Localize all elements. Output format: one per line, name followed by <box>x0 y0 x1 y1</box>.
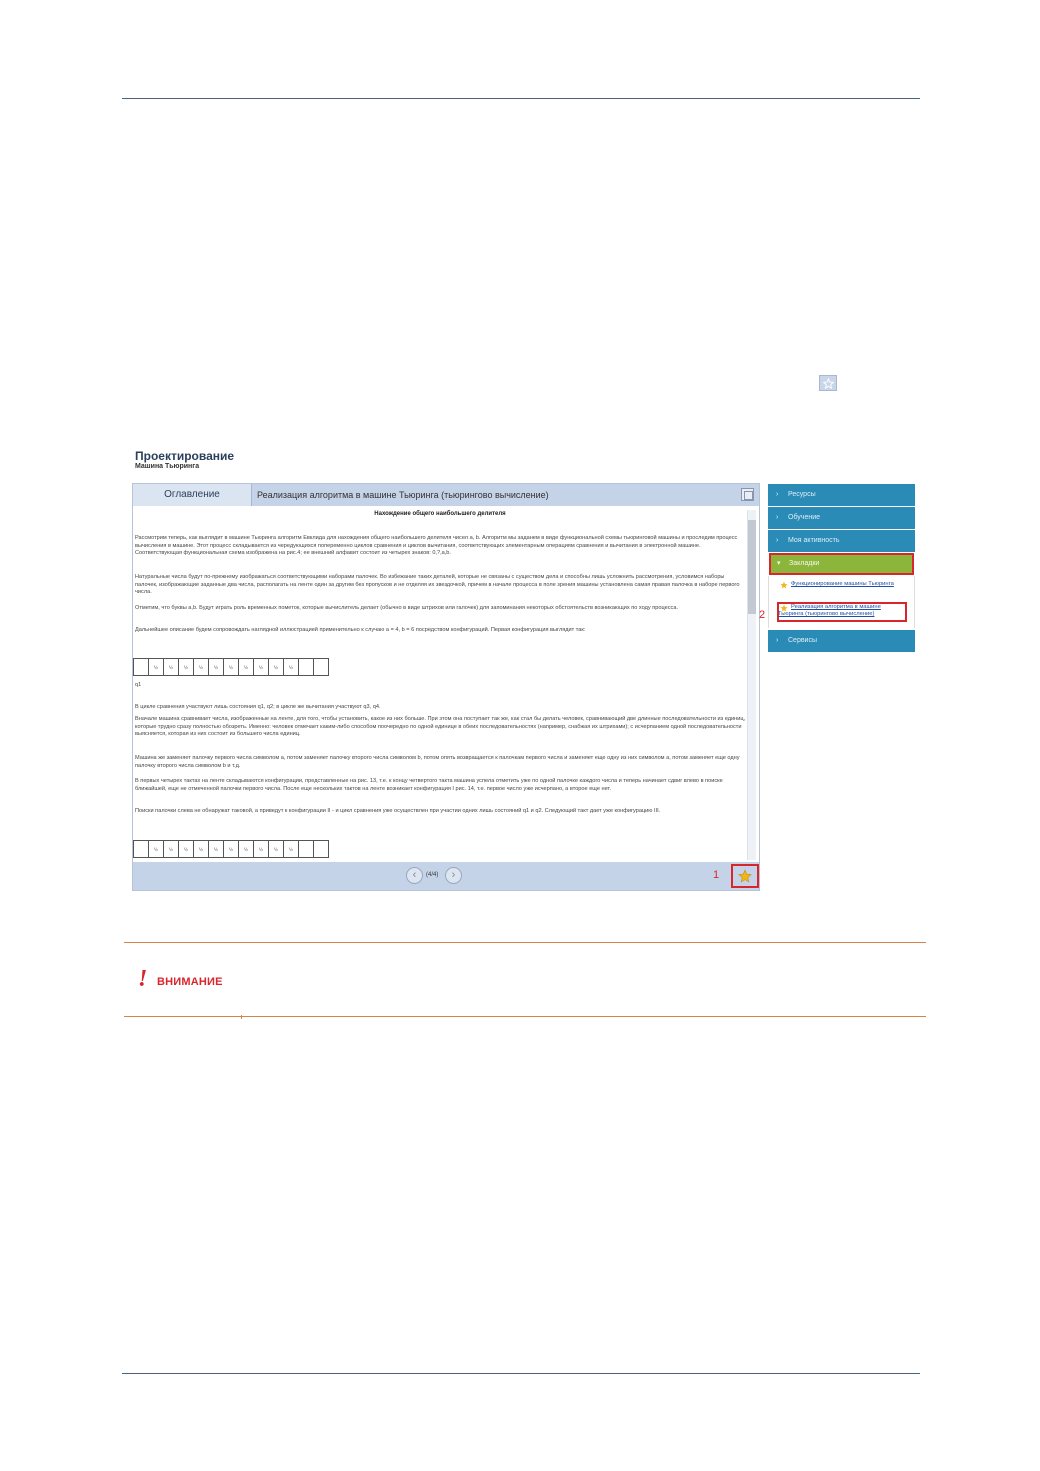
tape-cell: ½ <box>223 658 239 676</box>
tape-cell: ½ <box>163 840 179 858</box>
tape-cell: ½ <box>178 840 194 858</box>
tape-cell: ½ <box>208 658 224 676</box>
warning-top-rule <box>124 942 926 943</box>
tape-cell <box>313 840 329 858</box>
chevron-right-icon: › <box>776 637 779 644</box>
tab-document-title[interactable]: Реализация алгоритма в машине Тьюринга (тьюрингово вычисление) <box>257 490 549 500</box>
tape-configuration <box>134 840 329 858</box>
tape-cell: ½ <box>253 658 269 676</box>
course-title: Проектирование <box>135 449 235 463</box>
tape-cell: ½ <box>163 658 179 676</box>
tape-cell: ½ <box>283 658 299 676</box>
callout-number-2: 2 <box>759 609 766 621</box>
document-content <box>133 506 747 862</box>
page-bottom-rule <box>122 1373 920 1374</box>
tape-cell: ½ <box>148 658 164 676</box>
scrollbar-thumb[interactable] <box>748 520 756 614</box>
fullscreen-icon[interactable] <box>741 488 754 501</box>
paragraph: Дальнейшее описание будем сопровождать наглядной иллюстрацией применительно к случаю a = 4, b = 6 посредством конфигураций. Первая конфигурация выглядит так: <box>135 627 586 633</box>
chevron-right-icon: › <box>776 491 779 498</box>
document-viewer <box>132 483 760 891</box>
tape-cell <box>313 658 329 676</box>
sidebar-item-label: Закладки <box>789 560 820 567</box>
state-label: q1 <box>135 682 142 688</box>
add-bookmark-button[interactable] <box>731 864 759 888</box>
viewer-tabbar <box>133 484 759 506</box>
sidebar-item-resources[interactable] <box>768 484 915 506</box>
page-top-rule <box>122 98 920 99</box>
sidebar-item-activity[interactable] <box>768 530 915 552</box>
paragraph: В первых четырех тактах на ленте складываются конфигурации, представленные на рис. 13, т.е. к концу четвертого такта машина успела отметить уже по одной палочке каждого числа и теперь начинает сдвиг влево в поиске ближайшей, еще не отмеченной палочки первого числа. После еще нескольких тактов на ленте возникает конфигурация I рис. 14, т.е. первое число уже исчерпано, а второе еще нет. <box>135 778 723 792</box>
sidebar-item-learning[interactable] <box>768 507 915 529</box>
chevron-right-icon[interactable]: › <box>445 867 462 884</box>
sidebar-item-label: Моя активность <box>788 537 840 544</box>
sidebar-item-label: Сервисы <box>788 637 818 644</box>
warning-bottom-rule <box>124 1016 926 1017</box>
exclamation-icon: ! <box>138 966 148 992</box>
course-subtitle: Машина Тьюринга <box>135 463 200 470</box>
sidebar-item-label: Обучение <box>788 514 821 521</box>
paragraph: Натуральные числа будут по-прежнему изображаться соответствующими наборами палочек. Во избежание таких деталей, которые не связаны с существом дела и способны лишь усложнить рассмотрения, условимся наборы палочек, изображающие заданные два числа, располагать на ленте один за другим без пропусков и не отделяя их звездочкой, причем в начале процесса в поле зрения машины установлена самая правая палочка в наборе первого числа. <box>135 574 740 595</box>
bookmarks-panel <box>768 576 915 628</box>
paragraph: Машина же заменяет палочку первого числа символом a, потом заменяет палочку второго числа символом b, потом опять возвращается к палочкам первого числа и заменяет еще одну из них символом a, потом заменяет еще одну палочку второго числа символом b и т.д. <box>135 755 740 769</box>
divider-tick <box>241 1015 242 1019</box>
tape-cell <box>133 840 149 858</box>
paragraph: Вначале машина сравнивает числа, изображенные на ленте, для того, чтобы установить, какое из них больше. При этом она поступает так же, как стал бы делать человек, сравнивающий две длинные последовательности из единиц, которые трудно сразу полностью обозреть. Именно: человек отмечает каким-либо способом поочередно по одной единице в обеих последовательностях (например, снабжая их штрихами); с исчерпанием одной последовательности выясняется, которая из них состоит из большего числа единиц. <box>135 716 746 737</box>
tape-cell: ½ <box>283 840 299 858</box>
bookmark-star-icon <box>819 375 837 391</box>
tape-cell: ½ <box>253 840 269 858</box>
chevron-right-icon: › <box>776 537 779 544</box>
warning-label: ВНИМАНИЕ <box>157 976 223 988</box>
paragraph: В цикле сравнения участвуют лишь состояния q1, q2; в цикле же вычитания участвуют q3, q4. <box>135 704 381 710</box>
tape-cell: ½ <box>238 658 254 676</box>
tape-cell: ½ <box>178 658 194 676</box>
tape-cell: ½ <box>148 840 164 858</box>
tape-cell: ½ <box>208 840 224 858</box>
tape-configuration <box>134 658 329 676</box>
sidebar-item-label: Ресурсы <box>788 491 816 498</box>
tape-cell <box>298 658 314 676</box>
star-icon <box>738 869 752 883</box>
callout-number-1: 1 <box>713 869 720 881</box>
chevron-right-icon: › <box>776 514 779 521</box>
sidebar-item-bookmarks[interactable] <box>769 553 914 575</box>
page-counter: (4/4) <box>426 872 439 878</box>
tape-cell <box>133 658 149 676</box>
content-scrollbar[interactable] <box>747 510 756 860</box>
tape-cell: ½ <box>223 840 239 858</box>
tape-cell <box>298 840 314 858</box>
document-heading: Нахождение общего наибольшего делителя <box>374 511 506 517</box>
paragraph: Поиски палочки слева не обнаружат таковой, а приведут к конфигурации II - и цикл сравнения уже осуществлен при участии одних лишь состояний q1 и q2. Следующий такт дает уже конфигурацию III. <box>135 808 661 814</box>
tab-table-of-contents[interactable]: Оглавление <box>133 484 252 506</box>
sidebar-item-services[interactable] <box>768 630 915 652</box>
chevron-left-icon[interactable]: ‹ <box>406 867 423 884</box>
tape-cell: ½ <box>238 840 254 858</box>
bookmark-link[interactable]: Реализация алгоритма в машине Тьюринга (тьюрингово вычисление) <box>778 604 881 617</box>
viewer-footer <box>133 862 759 890</box>
paragraph: Рассмотрим теперь, как выглядит в машине Тьюринга алгоритм Евклида для нахождения общего наибольшего делителя чисел a, b. Алгоритм мы заданем в виде функциональной схемы тьюринговой машины и проследим процесс вычисления в машине. Этот процесс складывается из чередующихся попеременно циклов сравнения и циклов вычитания, соответствующих элементарным операциям сравнения и вычитания в электронной машине. Соответствующая функциональная схема изображена на рис.4; ее внешний алфавит состоит из четырех знаков: 0,?,a,b. <box>135 535 738 556</box>
tape-cell: ½ <box>268 658 284 676</box>
paragraph: Отметим, что буквы a,b. Будут играть роль временных пометок, которые вычислитель делает (обычно в виде штрихов или галочек) для запоминания некоторых обстоятельств возникающих по ходу процесса. <box>135 605 678 611</box>
sidebar-menu <box>768 484 915 654</box>
chevron-down-icon: ▾ <box>777 560 781 567</box>
tape-cell: ½ <box>193 840 209 858</box>
tape-cell: ½ <box>193 658 209 676</box>
tape-cell: ½ <box>268 840 284 858</box>
bookmark-link[interactable]: Функционирование машины Тьюринга <box>791 581 894 587</box>
